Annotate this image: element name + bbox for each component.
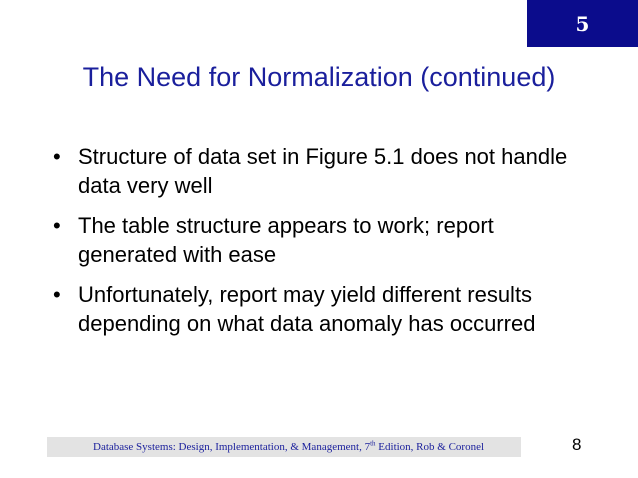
chapter-number-badge — [527, 0, 638, 47]
footer-citation-tail: Edition, Rob & Coronel — [375, 441, 485, 453]
footer-citation-superscript: th — [370, 439, 376, 448]
bullet-item — [50, 211, 590, 269]
bullet-item — [50, 142, 590, 200]
bullet-text: Structure of data set in Figure 5.1 does not handle data very well — [78, 144, 568, 198]
footer-bar — [47, 437, 521, 457]
page-number: 8 — [572, 435, 582, 454]
footer-citation — [47, 441, 484, 453]
bullet-dot-icon: • — [53, 144, 61, 169]
footer-citation-main: Database Systems: Design, Implementation, & Management, 7 — [93, 441, 371, 453]
slide-title: The Need for Normalization (continued) — [82, 62, 556, 92]
bullet-text: Unfortunately, report may yield different results depending on what data anomaly has occurred — [78, 282, 536, 336]
bullet-dot-icon: • — [53, 213, 61, 238]
bullet-list — [50, 142, 590, 349]
chapter-number: 5 — [575, 11, 590, 36]
bullet-text: The table structure appears to work; report generated with ease — [78, 213, 494, 267]
bullet-dot-icon: • — [53, 282, 61, 307]
bullet-item — [50, 280, 590, 338]
